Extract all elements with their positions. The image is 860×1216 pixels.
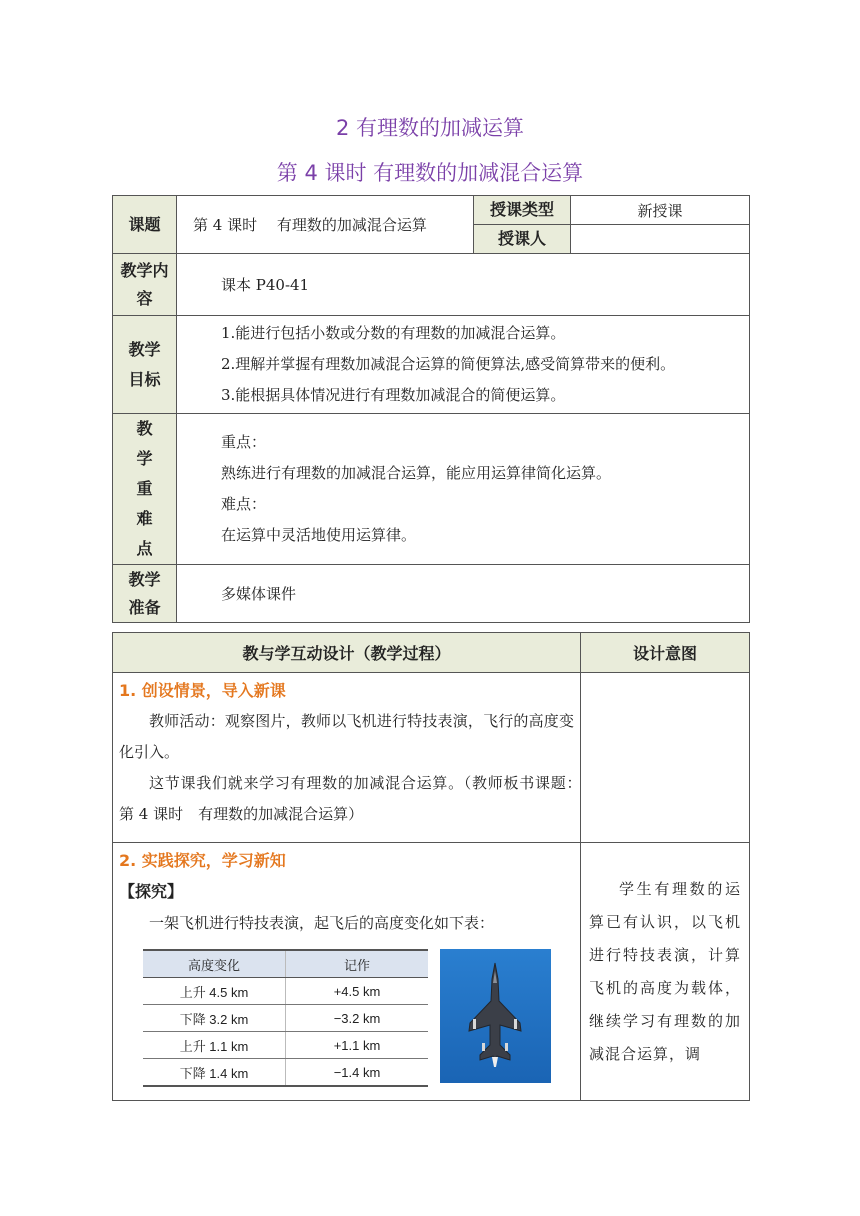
difficulty-heading: 难点：	[221, 495, 267, 513]
content-value: 课本 P40-41	[177, 254, 750, 316]
notation-header: 记作	[286, 950, 429, 978]
teaching-process-table	[112, 632, 750, 1101]
table-row	[143, 1032, 428, 1059]
teacher-label: 授课人	[474, 225, 571, 254]
design-intent-text: 学生有理数的运算已有认识，以飞机进行特技表演，计算飞机的高度为载体，继续学习有理数的加减混合运算，调	[589, 880, 741, 1063]
table-row	[143, 978, 428, 1005]
goal-item: 1.能进行包括小数或分数的有理数的加减混合运算。	[221, 324, 566, 342]
fighter-jet-photo	[440, 949, 551, 1083]
altitude-cell: 下降 3.2 km	[143, 1005, 286, 1032]
goal-item: 3.能根据具体情况进行有理数加减混合的简便运算。	[221, 386, 566, 404]
topic-value: 第 4 课时 有理数的加减混合运算	[177, 196, 474, 254]
altitude-cell: 上升 1.1 km	[143, 1032, 286, 1059]
lesson-type-label: 授课类型	[474, 196, 571, 225]
prep-value: 多媒体课件	[177, 565, 750, 623]
altitude-cell: 上升 4.5 km	[143, 978, 286, 1005]
goals-label: 教学目标	[113, 316, 177, 414]
section-2-intent	[581, 843, 750, 1101]
keypoints-label: 教学重难点	[113, 414, 177, 565]
difficulty-item: 在运算中灵活地使用运算律。	[221, 526, 417, 544]
table-row	[143, 1005, 428, 1032]
prep-label: 教学准备	[113, 565, 177, 623]
explore-figure	[143, 949, 580, 1087]
keypoint-item: 熟练进行有理数的加减混合运算，能应用运算律简化运算。	[221, 464, 612, 482]
lesson-info-table	[112, 195, 750, 623]
process-column-header: 教与学互动设计（教学过程）	[113, 633, 581, 673]
section-2-cell	[113, 843, 581, 1101]
altitude-change-table	[143, 949, 428, 1087]
notation-cell: +4.5 km	[286, 978, 429, 1005]
page-title: 2 有理数的加减运算	[335, 116, 525, 140]
keypoints-list	[177, 414, 750, 565]
section-1-paragraph-1: 教师活动：观察图片，教师以飞机进行特技表演，飞行的高度变化引入。	[119, 712, 574, 761]
section-1-intent	[581, 673, 750, 843]
section-1-title: 1. 创设情景，导入新课	[119, 681, 286, 700]
lesson-type-value: 新授课	[571, 196, 750, 225]
section-2-title: 2. 实践探究，学习新知	[119, 851, 286, 870]
altitude-cell: 下降 1.4 km	[143, 1059, 286, 1087]
goals-list	[177, 316, 750, 414]
goal-item: 2.理解并掌握有理数加减混合运算的简便算法,感受简算带来的便利。	[221, 355, 676, 373]
intent-column-header: 设计意图	[581, 633, 750, 673]
altitude-header: 高度变化	[143, 950, 286, 978]
explore-text: 一架飞机进行特技表演，起飞后的高度变化如下表：	[149, 914, 495, 932]
topic-label: 课题	[113, 196, 177, 254]
lesson-subtitle: 第 4 课时 有理数的加减混合运算	[276, 161, 584, 185]
notation-cell: −1.4 km	[286, 1059, 429, 1087]
content-label: 教学内容	[113, 254, 177, 316]
table-row	[143, 1059, 428, 1087]
notation-cell: −3.2 km	[286, 1005, 429, 1032]
notation-cell: +1.1 km	[286, 1032, 429, 1059]
section-1-paragraph-2: 这节课我们就来学习有理数的加减混合运算。（教师板书课题： 第 4 课时 有理数的加减混合运算）	[119, 774, 590, 823]
keypoint-heading: 重点：	[221, 433, 267, 451]
explore-label: 【探究】	[119, 882, 184, 901]
teacher-value	[571, 225, 750, 254]
section-1-cell	[113, 673, 590, 843]
